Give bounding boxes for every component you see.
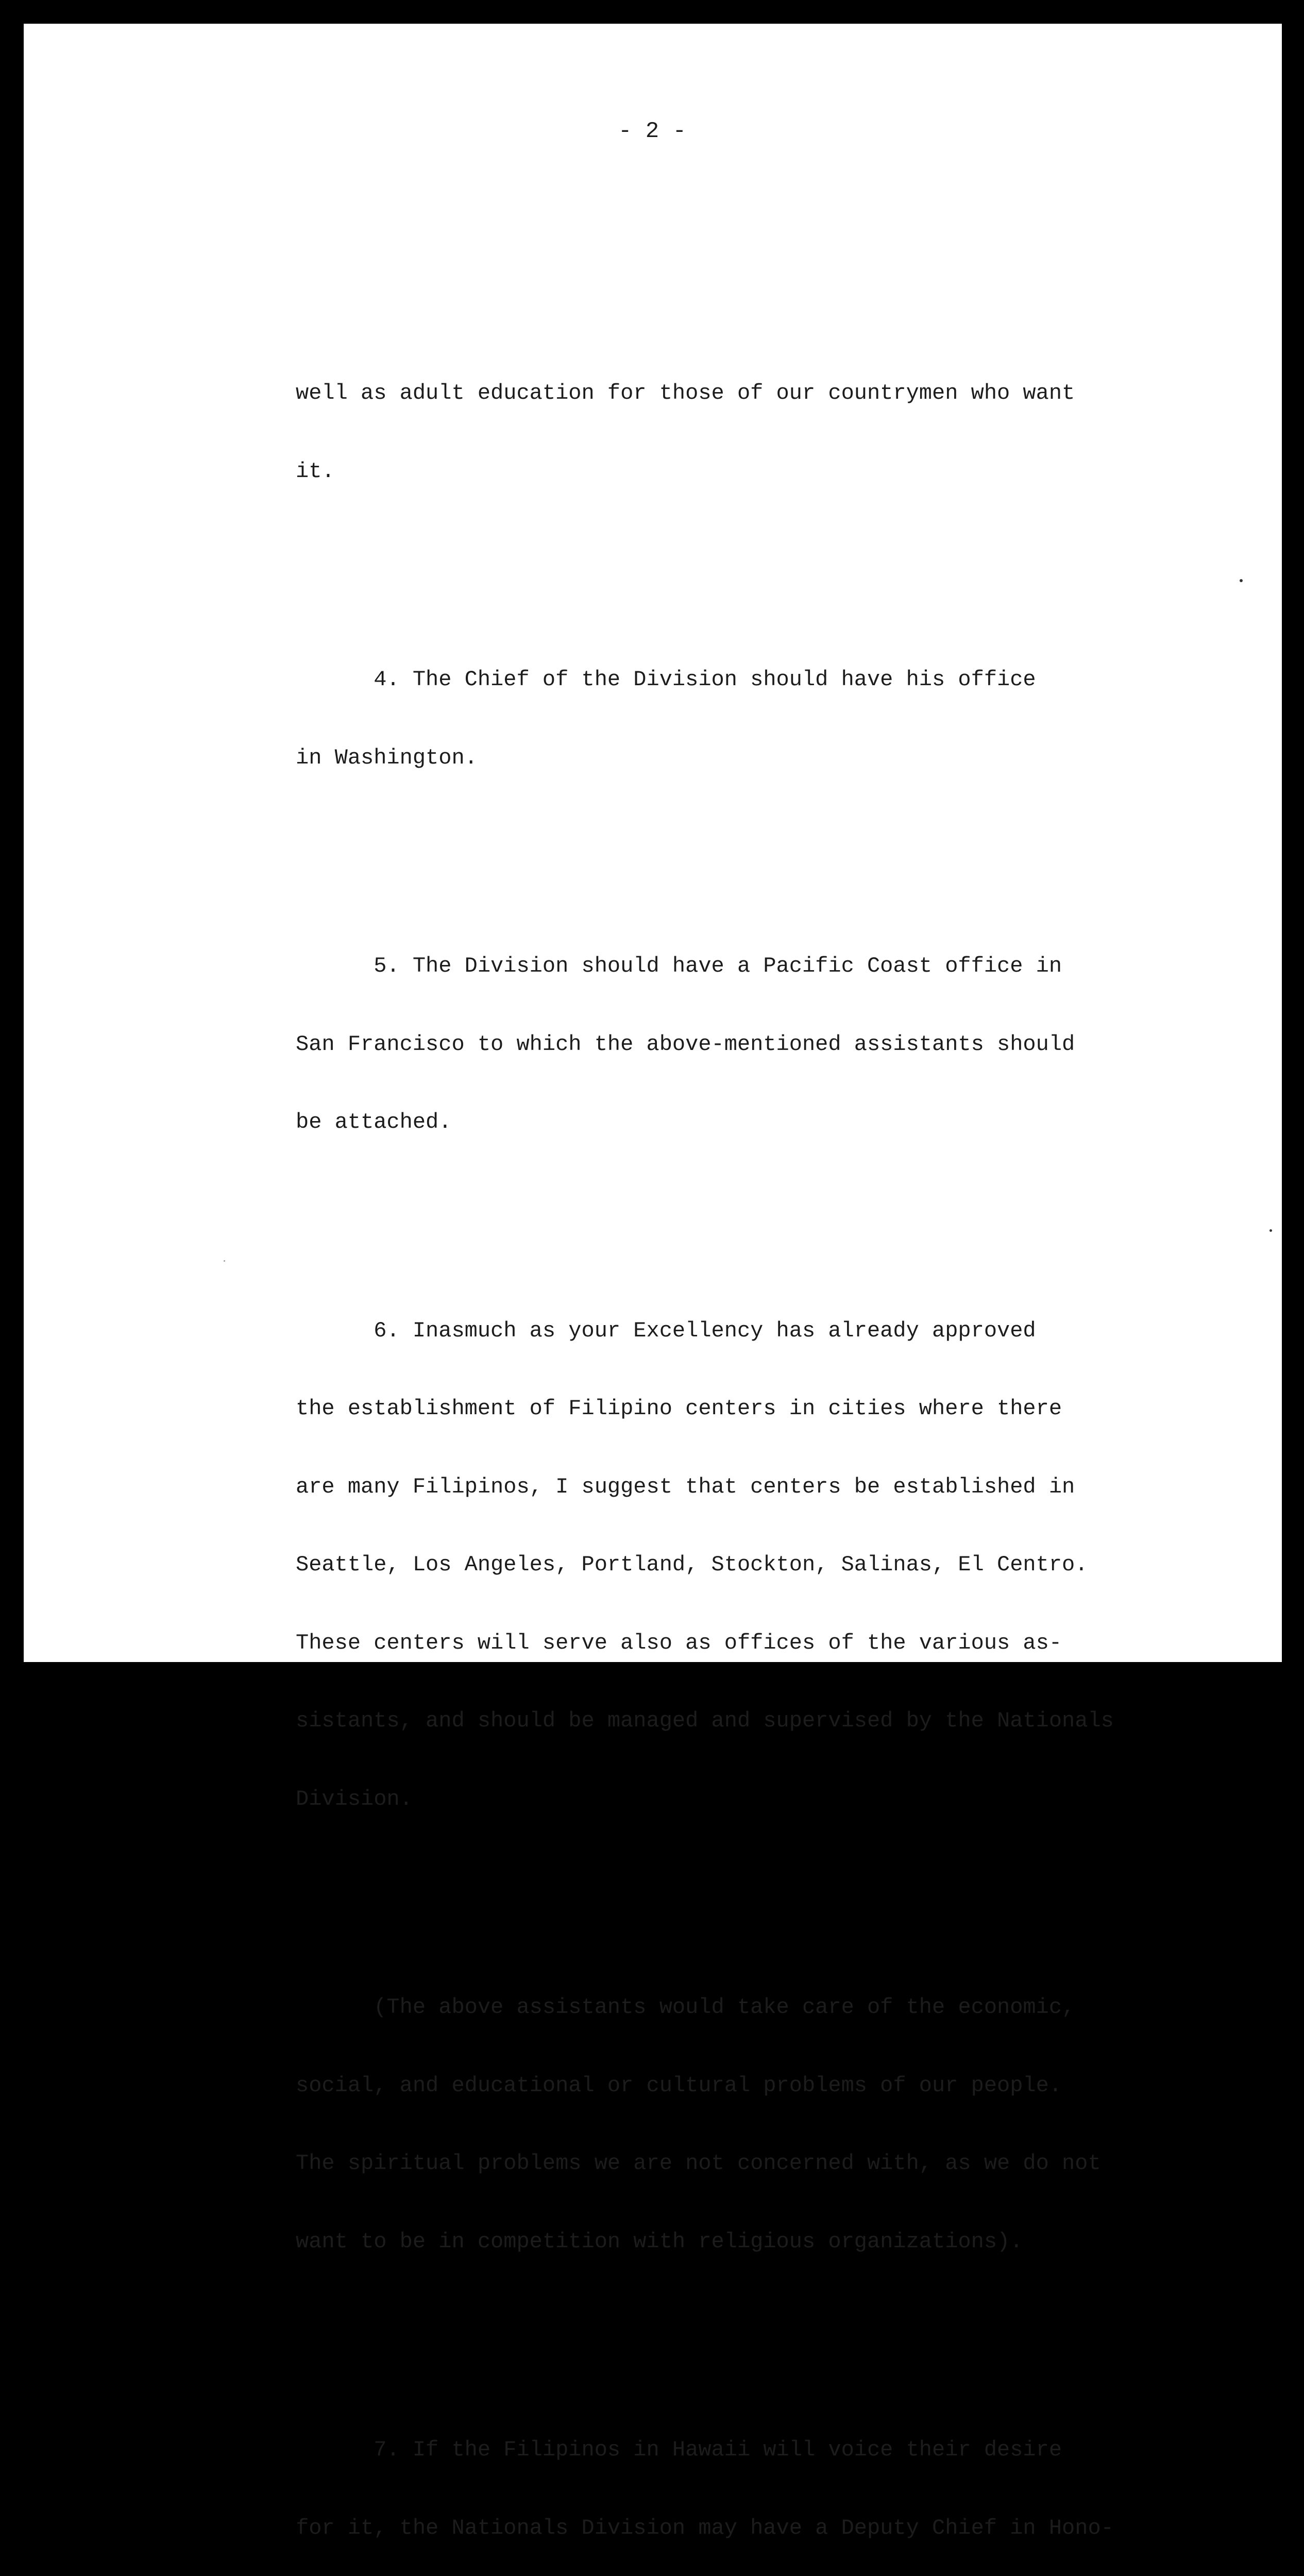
text-line: The spiritual problems we are not concerned with, as we do not	[296, 2151, 1101, 2176]
document-page	[24, 24, 1282, 2540]
text-line: the establishment of Filipino centers in cities where there	[296, 1396, 1062, 1421]
text-line: it.	[296, 459, 335, 484]
paper-speck	[1269, 1229, 1272, 1232]
text-line: social, and educational or cultural problems of our people.	[296, 2073, 1062, 2098]
paragraph-continuation	[296, 328, 1192, 536]
text-line: for it, the Nationals Division may have a Deputy Chief in Hono-	[296, 2515, 1114, 2540]
paragraph-item-6	[296, 1266, 1192, 1865]
text-line: 5. The Division should have a Pacific Coast office in	[296, 954, 1062, 978]
paragraph-item-7	[296, 2385, 1192, 2576]
text-line: These centers will serve also as offices of the various as-	[296, 1630, 1062, 1655]
letter-body	[296, 276, 1192, 2576]
paragraph-item-5	[296, 901, 1192, 1188]
text-line: are many Filipinos, I suggest that centers be established in	[296, 1474, 1075, 1499]
text-line: in Washington.	[296, 745, 478, 770]
text-line: 4. The Chief of the Division should have his office	[296, 667, 1036, 692]
paragraph-parenthetical	[296, 1942, 1192, 2307]
text-line: want to be in competition with religious organizations).	[296, 2229, 1023, 2254]
page-number: - 2 -	[618, 118, 687, 144]
text-line: (The above assistants would take care of the economic,	[296, 1995, 1075, 2020]
paragraph-item-4	[296, 615, 1192, 823]
paper-speck	[224, 1260, 225, 1262]
text-line: 7. If the Filipinos in Hawaii will voice their desire	[296, 2437, 1062, 2462]
text-line: Seattle, Los Angeles, Portland, Stockton, Salinas, El Centro.	[296, 1552, 1088, 1577]
text-line: sistants, and should be managed and supervised by the Nationals	[296, 1708, 1114, 1733]
paper-speck	[1240, 579, 1243, 582]
text-line: well as adult education for those of our countrymen who want	[296, 381, 1075, 405]
text-line: Division.	[296, 1786, 413, 1811]
text-line: San Francisco to which the above-mentioned assistants should	[296, 1031, 1075, 1057]
text-line: 6. Inasmuch as your Excellency has already approved	[296, 1318, 1036, 1343]
text-line: be attached.	[296, 1110, 452, 1134]
